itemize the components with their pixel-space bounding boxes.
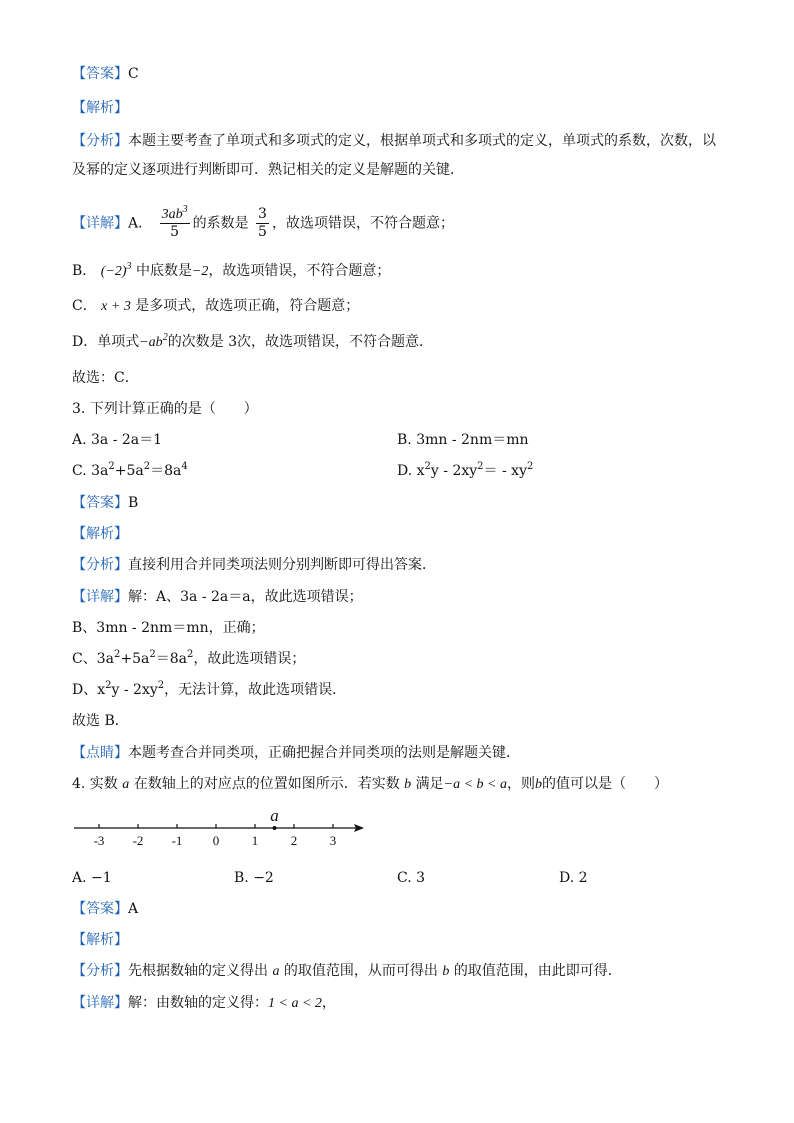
axis-tick-label: -1	[171, 833, 183, 848]
axis-tick-label: 1	[251, 833, 259, 848]
fenxi-text: 本题主要考查了单项式和多项式的定义，根据单项式和多项式的定义，单项式的系数，次数，以	[128, 133, 716, 149]
fenxi-tag: 【分析】	[72, 963, 128, 979]
answer-value: B	[128, 495, 139, 511]
q2-fenxi-line-2	[72, 160, 464, 180]
answer-tag: 【答案】	[72, 66, 128, 82]
q2-fenxi-line-1	[72, 131, 716, 151]
axis-tick-label: 3	[329, 833, 337, 848]
axis-tick-label: -3	[93, 833, 105, 848]
detail-tag: 【详解】	[72, 215, 128, 232]
q2-analysis-line	[72, 98, 128, 118]
var-b: b	[404, 777, 412, 792]
q4-analysis-line	[72, 930, 128, 950]
analysis-tag: 【解析】	[72, 932, 128, 948]
q3-detail-b: B、3mn - 2nm＝mn，正确；	[72, 620, 265, 636]
q4-answer-line	[72, 899, 138, 919]
fenxi-text: 及幂的定义逐项进行判断即可．熟记相关的定义是解题的关键．	[72, 162, 464, 178]
q3-option-a: A. 3a - 2a＝1	[72, 432, 163, 448]
q4-option-c: C. 3	[397, 870, 426, 886]
q2-detail-d: D．单项式$-ab^2$的次数是 3次，故选项错误，不符合题意．	[72, 332, 434, 350]
q3-answer-line	[72, 493, 138, 513]
fenxi-tag: 【分析】	[72, 133, 128, 149]
q2-detail-c: C． x + 3 是多项式，故选项正确，符合题意；	[72, 298, 360, 314]
q4-stem: 4. 实数 a 在数轴上的对应点的位置如图所示．若实数 b 满足−a < b < a，则b的值可以是（ ）	[72, 776, 668, 792]
q3-option-c: C. $3a^2+5a^2=8a^4$	[72, 461, 188, 479]
q4-option-a: A. −1	[72, 870, 112, 886]
number-line	[72, 806, 372, 850]
analysis-tag: 【解析】	[72, 100, 128, 116]
range-inequality: 1 < a < 2	[268, 996, 322, 1011]
condition-inequality: −a < b < a	[443, 777, 507, 792]
q3-option-d: D. $x^2y - 2xy^2= - xy^2$	[397, 461, 534, 479]
q2-detail-b: B． $(-2)^3$ 中底数是−2，故选项错误，不符合题意；	[72, 261, 391, 279]
fenxi-tag: 【分析】	[72, 557, 128, 573]
q3-dianjing-line: 【点睛】本题考查合并同类项，正确把握合并同类项的法则是解题关键．	[72, 745, 520, 761]
q2-detail-a: 【详解】A． $\frac{3ab^3}{5}$ 的系数是 $\frac{3}{5}$ ，故选项错误，不符合题意；	[72, 204, 454, 240]
point-a-label: a	[270, 806, 279, 825]
power-expression: $(-2)^3$	[100, 261, 132, 279]
q3-choose: 故选 B．	[72, 713, 129, 729]
q3-detail-a: 【详解】解：A、3a - 2a＝a，故此选项错误；	[72, 589, 363, 605]
polynomial-expression: x + 3	[101, 299, 131, 314]
q3-option-b: B. 3mn - 2nm＝mn	[397, 432, 529, 448]
axis-tick-label: -2	[132, 833, 144, 848]
answer-value: A	[128, 901, 139, 917]
answer-value: C	[128, 66, 139, 82]
detail-tag: 【详解】	[72, 995, 128, 1011]
q3-stem: 3. 下列计算正确的是（ ）	[72, 401, 258, 417]
q3-analysis-line	[72, 524, 128, 544]
fraction-coefficient: $\frac{3}{5}$	[258, 206, 267, 240]
q4-detail-line: 【详解】解：由数轴的定义得：1 < a < 2，	[72, 995, 336, 1011]
fraction-monomial: $\frac{3ab^3}{5}$	[161, 204, 188, 240]
axis-tick-label: 0	[212, 833, 220, 848]
axis-tick-label: 2	[290, 833, 298, 848]
q4-option-d: D. 2	[559, 870, 588, 886]
q4-option-b: B. −2	[234, 870, 274, 886]
answer-tag: 【答案】	[72, 901, 128, 917]
point-a	[273, 826, 277, 830]
var-a: a	[122, 777, 130, 792]
analysis-tag: 【解析】	[72, 526, 128, 542]
q3-detail-d: D、$x^2y - 2xy^2$，无法计算，故此选项错误．	[72, 680, 347, 698]
answer-tag: 【答案】	[72, 495, 128, 511]
q3-detail-c: C、$3a^2+5a^2=8a^2$，故此选项错误；	[72, 649, 306, 667]
q4-fenxi-line: 【分析】先根据数轴的定义得出 a 的取值范围，从而可得出 b 的取值范围，由此即可得．	[72, 963, 622, 979]
dianjing-tag: 【点睛】	[72, 745, 128, 761]
q2-answer-line	[72, 64, 139, 84]
q3-fenxi-line: 【分析】直接利用合并同类项法则分别判断即可得出答案．	[72, 557, 436, 573]
detail-tag: 【详解】	[72, 589, 128, 605]
monomial-expression: $-ab^2$	[139, 332, 168, 350]
option-label: A．	[128, 215, 153, 232]
q2-choose: 故选：C．	[72, 370, 139, 386]
